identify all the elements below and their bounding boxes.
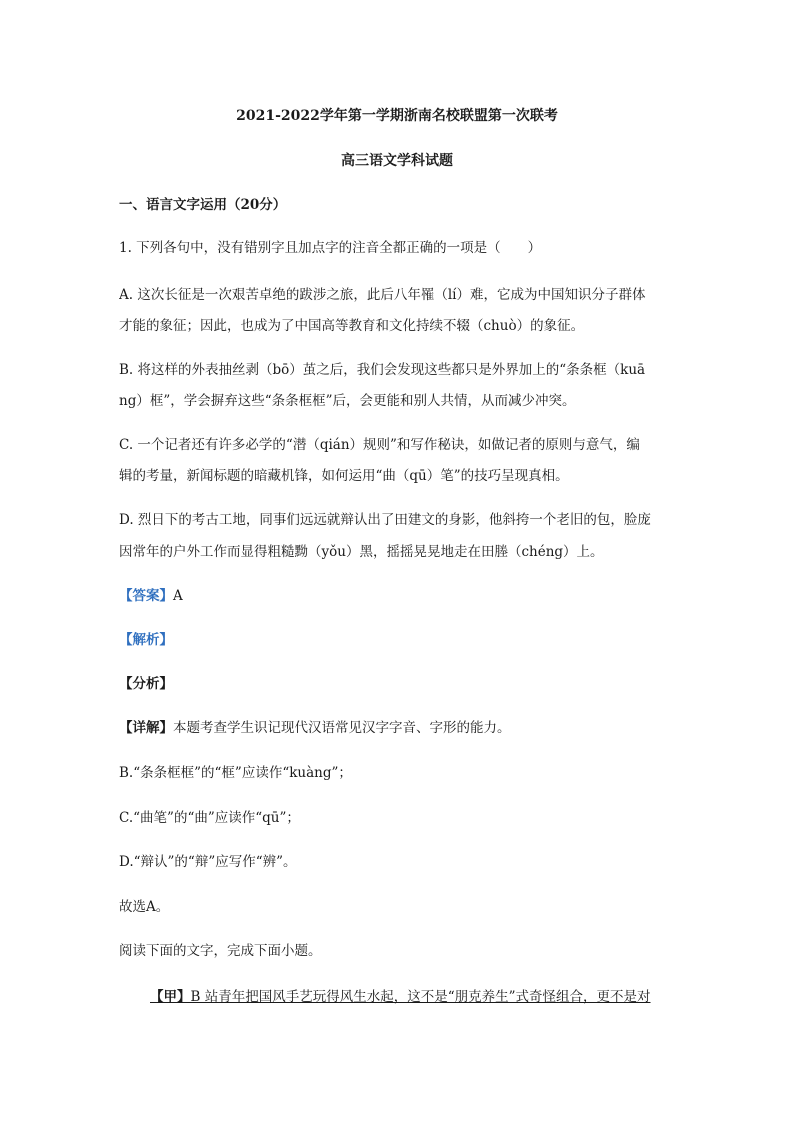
option-d-line-2: 因常年的户外工作而显得粗糙黝（yǒu）黑，摇摇晃晃地走在田塍（chéng）上。 xyxy=(119,544,604,560)
conclusion: 故选A。 xyxy=(119,899,170,915)
option-c-line-1: C. 一个记者还有许多必学的“潜（qián）规则”和写作秘诀，如做记者的原则与意气，编 xyxy=(119,437,640,453)
answer-value: A xyxy=(173,588,183,604)
analysis-label: 【解析】 xyxy=(119,632,173,648)
detail-text: 本题考查学生识记现代汉语常见汉字字音、字形的能力。 xyxy=(173,720,511,736)
option-a-line-1: A. 这次长征是一次艰苦卓绝的跋涉之旅，此后八年罹（lí）难，它成为中国知识分子群体 xyxy=(119,287,646,303)
answer-label: 【答案】 xyxy=(119,588,173,604)
option-b-line-1: B. 将这样的外表抽丝剥（bō）茧之后，我们会发现这些都只是外界加上的“条条框（kuā xyxy=(119,362,646,378)
question-stem: 1. 下列各句中，没有错别字且加点字的注音全都正确的一项是（ ） xyxy=(119,240,542,256)
passage-text: B 站青年把国风手艺玩得风生水起，这不是“朋克养生”式奇怪组合，更不是对 xyxy=(190,989,651,1005)
explanation-d: D.“辩认”的“辩”应写作“辨”。 xyxy=(119,854,297,870)
explanation-b: B.“条条框框”的“框”应读作“kuàng”； xyxy=(119,765,352,781)
reading-intro: 阅读下面的文字，完成下面小题。 xyxy=(119,943,322,959)
fenxi-label: 【分析】 xyxy=(119,676,173,692)
answer-line xyxy=(119,584,679,604)
detail-line xyxy=(119,716,679,736)
detail-label: 【详解】 xyxy=(119,720,173,736)
passage-line-1 xyxy=(150,985,680,1005)
option-b-line-2: ng）框”，学会摒弃这些“条条框框”后，会更能和别人共情，从而减少冲突。 xyxy=(119,393,576,409)
option-c-line-2: 辑的考量，新闻标题的暗藏机锋，如何运用“曲（qū）笔”的技巧呈现真相。 xyxy=(119,468,569,484)
explanation-c: C.“曲笔”的“曲”应读作“qū”； xyxy=(119,810,300,826)
exam-subtitle: 高三语文学科试题 xyxy=(341,153,453,169)
passage-label: 【甲】 xyxy=(150,989,191,1005)
option-a-line-2: 才能的象征；因此，也成为了中国高等教育和文化持续不辍（chuò）的象征。 xyxy=(119,318,585,334)
option-d-line-1: D. 烈日下的考古工地，同事们远远就辩认出了田建文的身影，他斜挎一个老旧的包，脸庞 xyxy=(119,512,651,528)
exam-title: 2021-2022学年第一学期浙南名校联盟第一次联考 xyxy=(236,108,558,124)
section-heading: 一、语言文字运用（20分） xyxy=(119,197,287,213)
